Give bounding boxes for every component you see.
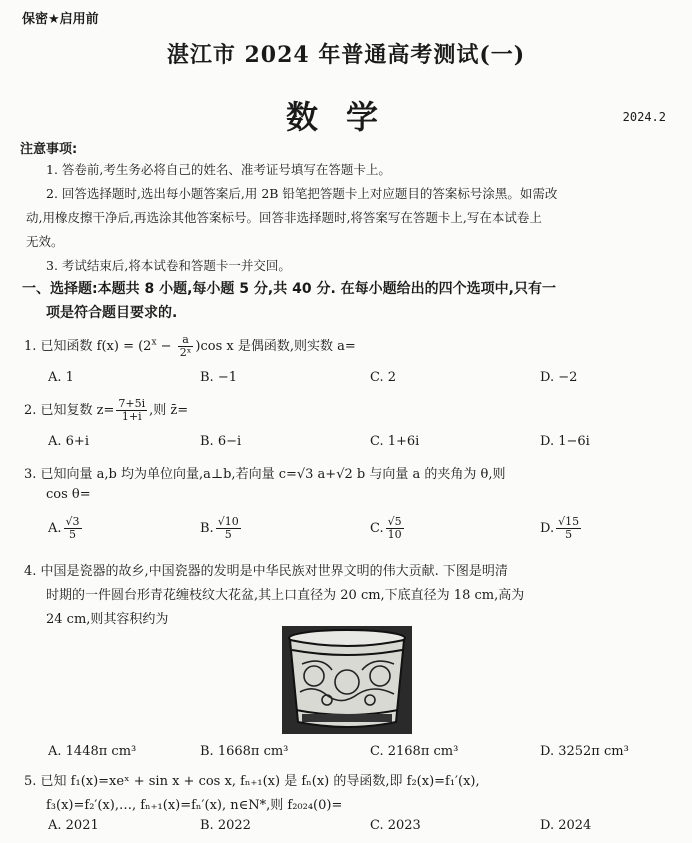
q4-option-b: B. 1668π cm³ — [200, 744, 289, 759]
q3-option-d-num: √15 — [558, 515, 580, 528]
section-heading-line1: 一、选择题:本题共 8 小题,每小题 5 分,共 40 分. 在每小题给出的四个选项中,只有一 — [22, 281, 556, 297]
q3-option-a-label: A. — [48, 521, 62, 536]
q2-frac-den: 1+i — [121, 410, 142, 423]
q3-option-c-fraction — [386, 516, 404, 541]
q3-option-a — [48, 516, 84, 541]
q2-option-c: C. 1+6i — [370, 434, 420, 449]
q3-option-b-fraction — [216, 516, 241, 541]
q5-option-d: D. 2024 — [540, 818, 592, 833]
q3-option-a-num: √3 — [65, 515, 80, 528]
q4-option-c: C. 2168π cm³ — [370, 744, 459, 759]
q2-option-d: D. 1−6i — [540, 434, 590, 449]
question-4-line2: 时期的一件圆台形青花缠枝纹大花盆,其上口直径为 20 cm,下底直径为 18 cm,高为 — [46, 588, 525, 603]
q1-exponent: x — [151, 337, 157, 348]
confidential-label: 保密★启用前 — [22, 12, 99, 27]
subject-title: 数学 — [285, 98, 406, 136]
question-3-line1: 3. 已知向量 a,b 均为单位向量,a⊥b,若向量 c=√3 a+√2 b 与向量 a 的夹角为 θ,则 — [24, 467, 506, 482]
q5-option-c: C. 2023 — [370, 818, 421, 833]
notice-item-1: 1. 答卷前,考生务必将自己的姓名、准考证号填写在答题卡上。 — [46, 162, 391, 177]
q3-option-c-den: 10 — [387, 528, 402, 541]
q3-option-a-den: 5 — [69, 528, 77, 541]
question-1 — [24, 334, 356, 359]
q2-frac-num: 7+5i — [118, 397, 146, 410]
question-4-line1: 4. 中国是瓷器的故乡,中国瓷器的发明是中华民族对世界文明的伟大贡献. 下图是明清 — [24, 564, 508, 579]
q1-prefix: 1. 已知函数 f(x) = (2 — [24, 339, 152, 354]
notice-item-2-line3: 无效。 — [26, 234, 64, 249]
q2-option-a: A. 6+i — [48, 434, 89, 449]
q2-prefix: 2. 已知复数 z= — [24, 403, 115, 418]
exam-title: 湛江市 2024 年普通高考测试(一) — [166, 42, 526, 68]
q2-fraction — [116, 398, 147, 423]
q5-option-b: B. 2022 — [200, 818, 251, 833]
q3-option-b-den: 5 — [224, 528, 232, 541]
question-3-line2: cos θ= — [46, 487, 91, 502]
question-5-line2: f₃(x)=f₂′(x),…, fₙ₊₁(x)=fₙ′(x), n∈N*,则 f₂₀₂₄(0)= — [46, 798, 343, 813]
q1-frac-num: a — [178, 334, 194, 347]
q1-frac-den: 2ˣ — [179, 346, 192, 359]
q1-fraction — [178, 334, 194, 359]
q3-option-c-label: C. — [370, 521, 384, 536]
notice-item-3: 3. 考试结束后,将本试卷和答题卡一并交回。 — [46, 258, 291, 273]
q3-option-a-fraction — [64, 516, 82, 541]
q3-option-d-label: D. — [540, 521, 555, 536]
q3-option-b-num: √10 — [217, 515, 239, 528]
q3-option-b — [200, 516, 243, 541]
q2-suffix: ,则 z̄= — [149, 403, 189, 418]
q3-option-b-label: B. — [200, 521, 214, 536]
q3-option-c-num: √5 — [387, 515, 402, 528]
notice-item-2-line1: 2. 回答选择题时,选出每小题答案后,用 2B 铅笔把答题卡上对应题目的答案标号涂黑。如需改 — [46, 186, 558, 201]
q3-option-d — [540, 516, 583, 541]
q3-option-c — [370, 516, 406, 541]
q4-option-a: A. 1448π cm³ — [48, 744, 137, 759]
q1-option-c: C. 2 — [370, 370, 397, 385]
q1-suffix: )cos x 是偶函数,则实数 a= — [195, 339, 356, 354]
notice-heading: 注意事项: — [20, 142, 78, 157]
q3-option-d-den: 5 — [565, 528, 573, 541]
q1-minus: − — [156, 339, 176, 354]
q2-option-b: B. 6−i — [200, 434, 242, 449]
question-2 — [24, 398, 188, 423]
q4-option-d: D. 3252π cm³ — [540, 744, 629, 759]
q1-option-a: A. 1 — [48, 370, 74, 385]
q3-option-d-fraction — [556, 516, 581, 541]
q1-option-d: D. −2 — [540, 370, 578, 385]
question-4-line3: 24 cm,则其容积约为 — [46, 612, 169, 627]
exam-date: 2024.2 — [622, 110, 666, 124]
notice-item-2-line2: 动,用橡皮擦干净后,再选涂其他答案标号。回答非选择题时,将答案写在答题卡上,写在本试卷上 — [26, 210, 542, 225]
section-heading-line2: 项是符合题目要求的. — [46, 305, 178, 321]
q5-option-a: A. 2021 — [48, 818, 99, 833]
q1-option-b: B. −1 — [200, 370, 237, 385]
flower-pot-image — [282, 626, 412, 734]
question-5-line1: 5. 已知 f₁(x)=xeˣ + sin x + cos x, fₙ₊₁(x) 是 fₙ(x) 的导函数,即 f₂(x)=f₁′(x), — [24, 774, 480, 789]
